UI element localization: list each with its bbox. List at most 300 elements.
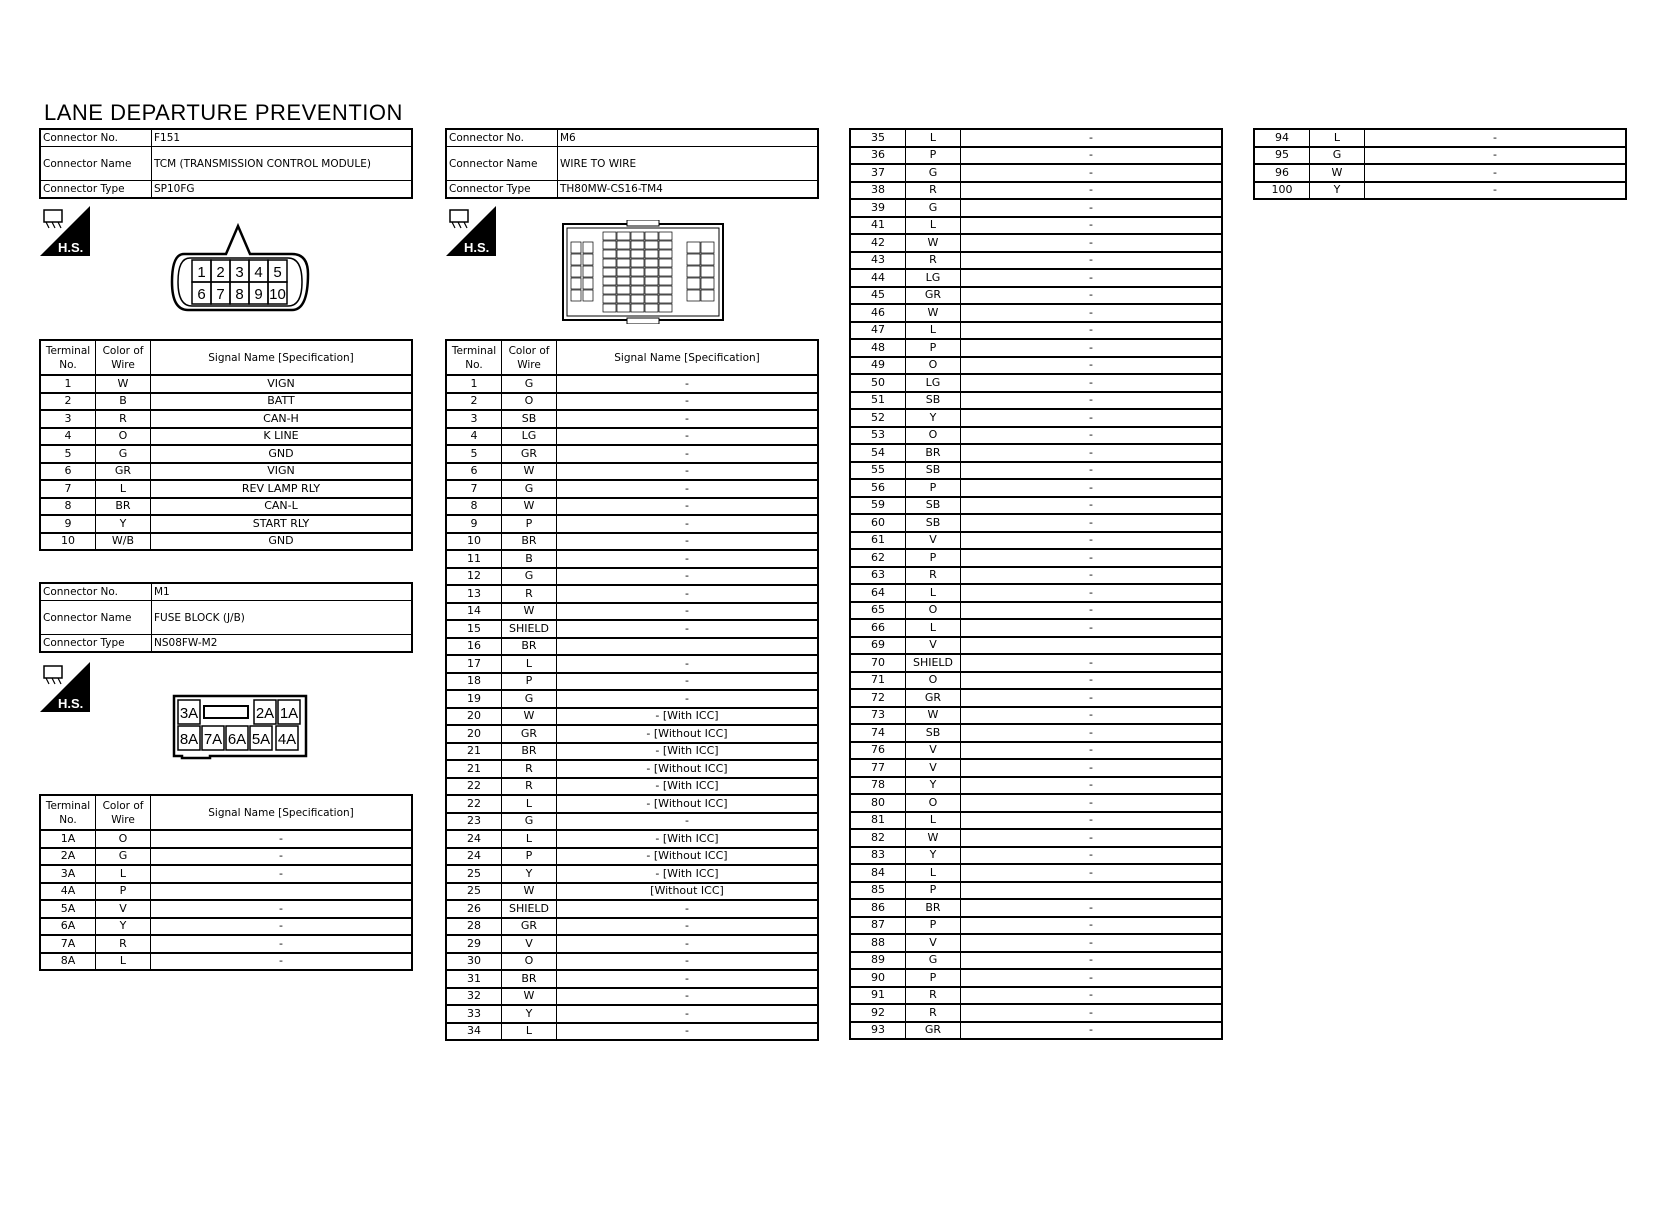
cell-color: P bbox=[502, 848, 557, 866]
table-row bbox=[40, 900, 412, 918]
cell-terminal: 34 bbox=[446, 1023, 502, 1041]
table-row bbox=[850, 672, 1222, 690]
table-row bbox=[446, 603, 818, 621]
svg-text:H.S.: H.S. bbox=[58, 240, 84, 255]
table-row bbox=[40, 953, 412, 971]
cell-signal: - bbox=[961, 724, 1223, 742]
table-row bbox=[446, 568, 818, 586]
pin-cell bbox=[659, 259, 672, 267]
cell-terminal: 10 bbox=[446, 533, 502, 551]
table-row bbox=[850, 847, 1222, 865]
cell-color: BR bbox=[96, 498, 151, 516]
cell-signal: - bbox=[961, 129, 1223, 147]
cell-color: W bbox=[502, 708, 557, 726]
cell-terminal: 59 bbox=[850, 497, 906, 515]
label-connector-type: Connector Type bbox=[446, 181, 558, 199]
cell-signal: - bbox=[961, 602, 1223, 620]
header-color: Color of Wire bbox=[502, 340, 557, 375]
pin-cell bbox=[701, 290, 714, 301]
cell-signal: - [Without ICC] bbox=[557, 725, 819, 743]
cell-color: W bbox=[502, 883, 557, 901]
table-row bbox=[850, 164, 1222, 182]
pin-label: 8 bbox=[235, 286, 244, 303]
cell-terminal: 45 bbox=[850, 287, 906, 305]
pin-cell bbox=[645, 250, 658, 258]
table-row bbox=[446, 970, 818, 988]
cell-color: G bbox=[96, 848, 151, 866]
cell-signal: - [With ICC] bbox=[557, 865, 819, 883]
cell-terminal: 61 bbox=[850, 532, 906, 550]
cell-terminal: 89 bbox=[850, 952, 906, 970]
cell-terminal: 80 bbox=[850, 794, 906, 812]
pin-cell bbox=[571, 290, 581, 301]
table-row bbox=[446, 515, 818, 533]
cell-signal: - bbox=[961, 427, 1223, 445]
cell-color: GR bbox=[502, 445, 557, 463]
cell-color: W bbox=[502, 603, 557, 621]
cell-terminal: 21 bbox=[446, 743, 502, 761]
pin-label: 6A bbox=[227, 731, 247, 748]
cell-terminal: 65 bbox=[850, 602, 906, 620]
table-row bbox=[850, 987, 1222, 1005]
table-row bbox=[446, 848, 818, 866]
table-row bbox=[850, 707, 1222, 725]
cell-signal: - bbox=[151, 830, 413, 848]
cell-terminal: 16 bbox=[446, 638, 502, 656]
pin-cell bbox=[687, 278, 700, 289]
table-row bbox=[850, 742, 1222, 760]
cell-color: L bbox=[906, 812, 961, 830]
cell-terminal: 24 bbox=[446, 830, 502, 848]
pin-cell bbox=[645, 277, 658, 285]
cell-terminal: 6 bbox=[446, 463, 502, 481]
pin-label: 2A bbox=[255, 705, 275, 722]
table-row bbox=[1254, 147, 1626, 165]
cell-color: W bbox=[906, 234, 961, 252]
cell-terminal: 81 bbox=[850, 812, 906, 830]
connector-no: F151 bbox=[152, 129, 413, 147]
cell-signal: - bbox=[961, 409, 1223, 427]
cell-color: O bbox=[906, 357, 961, 375]
cell-color: W bbox=[502, 498, 557, 516]
cell-color: V bbox=[906, 742, 961, 760]
cell-terminal: 60 bbox=[850, 514, 906, 532]
pin-cell bbox=[603, 259, 616, 267]
table-row bbox=[446, 620, 818, 638]
cell-terminal: 32 bbox=[446, 988, 502, 1006]
cell-terminal: 14 bbox=[446, 603, 502, 621]
pin-cell bbox=[571, 254, 581, 265]
table-row bbox=[40, 428, 412, 446]
cell-terminal: 20 bbox=[446, 725, 502, 743]
cell-signal: - bbox=[1365, 164, 1627, 182]
cell-terminal: 3 bbox=[446, 410, 502, 428]
cell-color: P bbox=[502, 673, 557, 691]
cell-color: L bbox=[502, 1023, 557, 1041]
cell-color: L bbox=[96, 865, 151, 883]
table-row bbox=[446, 498, 818, 516]
table-row bbox=[850, 497, 1222, 515]
table-row bbox=[446, 725, 818, 743]
cell-signal: - [With ICC] bbox=[557, 708, 819, 726]
pin-cell bbox=[603, 277, 616, 285]
hs-icon bbox=[40, 206, 90, 256]
cell-signal: - bbox=[557, 550, 819, 568]
table-row bbox=[446, 795, 818, 813]
cell-color: L bbox=[906, 129, 961, 147]
table-row bbox=[446, 935, 818, 953]
cell-signal: - bbox=[557, 690, 819, 708]
pin-cell bbox=[645, 268, 658, 276]
table-row bbox=[850, 777, 1222, 795]
connector-name: TCM (TRANSMISSION CONTROL MODULE) bbox=[152, 147, 413, 181]
cell-color: BR bbox=[502, 970, 557, 988]
pin-table-m6-c bbox=[1253, 128, 1627, 200]
cell-signal: - bbox=[961, 952, 1223, 970]
cell-color: O bbox=[906, 794, 961, 812]
cell-signal: - bbox=[961, 654, 1223, 672]
cell-color: P bbox=[906, 969, 961, 987]
label-connector-no: Connector No. bbox=[40, 583, 152, 601]
table-row bbox=[850, 899, 1222, 917]
pin-cell bbox=[631, 268, 644, 276]
cell-color: V bbox=[906, 532, 961, 550]
cell-signal: - bbox=[151, 848, 413, 866]
cell-color: G bbox=[502, 568, 557, 586]
cell-color: GR bbox=[96, 463, 151, 481]
cell-color: L bbox=[906, 217, 961, 235]
table-row bbox=[446, 760, 818, 778]
cell-color: L bbox=[906, 864, 961, 882]
cell-terminal: 31 bbox=[446, 970, 502, 988]
cell-color: L bbox=[502, 795, 557, 813]
cell-terminal: 8 bbox=[446, 498, 502, 516]
cell-signal: - bbox=[961, 252, 1223, 270]
cell-color: L bbox=[96, 480, 151, 498]
cell-signal: - bbox=[557, 393, 819, 411]
cell-signal: - bbox=[961, 689, 1223, 707]
table-row bbox=[850, 427, 1222, 445]
cell-color: P bbox=[906, 917, 961, 935]
pin-cell bbox=[603, 304, 616, 312]
cell-color: SHIELD bbox=[502, 900, 557, 918]
table-row bbox=[850, 339, 1222, 357]
cell-signal: - bbox=[557, 410, 819, 428]
table-row bbox=[446, 410, 818, 428]
cell-terminal: 71 bbox=[850, 672, 906, 690]
cell-color: L bbox=[906, 619, 961, 637]
cell-terminal: 37 bbox=[850, 164, 906, 182]
cell-signal: GND bbox=[151, 445, 413, 463]
table-row bbox=[850, 549, 1222, 567]
table-row bbox=[850, 969, 1222, 987]
table-row bbox=[446, 778, 818, 796]
pin-cell bbox=[659, 304, 672, 312]
table-row bbox=[40, 410, 412, 428]
cell-terminal: 8 bbox=[40, 498, 96, 516]
cell-signal: - [With ICC] bbox=[557, 830, 819, 848]
pin-cell bbox=[645, 241, 658, 249]
cell-terminal: 13 bbox=[446, 585, 502, 603]
table-row bbox=[850, 794, 1222, 812]
cell-signal: - bbox=[151, 935, 413, 953]
cell-terminal: 9 bbox=[40, 515, 96, 533]
table-row bbox=[850, 217, 1222, 235]
cell-signal: GND bbox=[151, 533, 413, 551]
cell-terminal: 24 bbox=[446, 848, 502, 866]
pin-cell bbox=[701, 278, 714, 289]
pin-cell bbox=[617, 295, 630, 303]
cell-terminal: 2A bbox=[40, 848, 96, 866]
table-row bbox=[850, 637, 1222, 655]
table-row bbox=[446, 953, 818, 971]
table-row bbox=[850, 444, 1222, 462]
table-row bbox=[850, 1022, 1222, 1040]
cell-color: BR bbox=[502, 533, 557, 551]
cell-color: SB bbox=[906, 462, 961, 480]
pin-cell bbox=[571, 266, 581, 277]
pin-label: 10 bbox=[269, 286, 286, 303]
pin-cell bbox=[645, 304, 658, 312]
connector-diagram-m6 bbox=[561, 220, 725, 324]
connector-no: M1 bbox=[152, 583, 413, 601]
cell-signal: K LINE bbox=[151, 428, 413, 446]
cell-signal: - bbox=[557, 480, 819, 498]
cell-signal: - bbox=[961, 864, 1223, 882]
cell-terminal: 83 bbox=[850, 847, 906, 865]
pin-label: 4 bbox=[254, 264, 263, 281]
pin-table-f151 bbox=[39, 339, 413, 551]
pin-label: 3 bbox=[235, 264, 244, 281]
lock-tab bbox=[204, 706, 248, 718]
header-color: Color of Wire bbox=[96, 795, 151, 830]
pin-cell bbox=[631, 250, 644, 258]
cell-color: L bbox=[906, 584, 961, 602]
cell-terminal: 87 bbox=[850, 917, 906, 935]
cell-terminal: 43 bbox=[850, 252, 906, 270]
cell-terminal: 100 bbox=[1254, 182, 1310, 200]
cell-signal: - bbox=[151, 918, 413, 936]
cell-terminal: 73 bbox=[850, 707, 906, 725]
cell-signal: - bbox=[961, 1004, 1223, 1022]
table-row bbox=[850, 864, 1222, 882]
table-row bbox=[40, 515, 412, 533]
pin-cell bbox=[687, 254, 700, 265]
cell-color: O bbox=[906, 672, 961, 690]
pin-cell bbox=[701, 242, 714, 253]
cell-signal: - bbox=[557, 1005, 819, 1023]
cell-terminal: 1 bbox=[40, 375, 96, 393]
cell-color: LG bbox=[906, 374, 961, 392]
cell-terminal: 19 bbox=[446, 690, 502, 708]
cell-signal bbox=[961, 637, 1223, 655]
cell-terminal: 1A bbox=[40, 830, 96, 848]
cell-color: V bbox=[502, 935, 557, 953]
table-row bbox=[850, 479, 1222, 497]
cell-color: W/B bbox=[96, 533, 151, 551]
table-row bbox=[850, 269, 1222, 287]
table-row bbox=[850, 829, 1222, 847]
cell-terminal: 4 bbox=[40, 428, 96, 446]
cell-color: G bbox=[502, 813, 557, 831]
cell-signal: - bbox=[557, 620, 819, 638]
cell-signal: CAN-L bbox=[151, 498, 413, 516]
cell-terminal: 46 bbox=[850, 304, 906, 322]
table-row bbox=[446, 883, 818, 901]
cell-terminal: 35 bbox=[850, 129, 906, 147]
cell-color: P bbox=[906, 339, 961, 357]
label-connector-type: Connector Type bbox=[40, 635, 152, 653]
cell-signal: - [Without ICC] bbox=[557, 795, 819, 813]
cell-terminal: 23 bbox=[446, 813, 502, 831]
cell-terminal: 85 bbox=[850, 882, 906, 900]
pin-label: 1A bbox=[279, 705, 299, 722]
cell-terminal: 88 bbox=[850, 934, 906, 952]
cell-color: W bbox=[96, 375, 151, 393]
cell-terminal: 7 bbox=[446, 480, 502, 498]
table-row bbox=[446, 988, 818, 1006]
table-row bbox=[850, 322, 1222, 340]
table-row bbox=[850, 917, 1222, 935]
table-row bbox=[40, 848, 412, 866]
cell-color: W bbox=[502, 463, 557, 481]
pin-cell bbox=[701, 254, 714, 265]
header-terminal: Terminal No. bbox=[40, 340, 96, 375]
cell-color: GR bbox=[906, 1022, 961, 1040]
cell-terminal: 6A bbox=[40, 918, 96, 936]
table-row bbox=[40, 865, 412, 883]
table-row bbox=[850, 304, 1222, 322]
cell-color: SHIELD bbox=[906, 654, 961, 672]
cell-color: O bbox=[96, 830, 151, 848]
cell-terminal: 49 bbox=[850, 357, 906, 375]
table-row bbox=[446, 533, 818, 551]
cell-color: BR bbox=[906, 899, 961, 917]
cell-signal: - bbox=[557, 953, 819, 971]
cell-terminal: 28 bbox=[446, 918, 502, 936]
cell-terminal: 39 bbox=[850, 199, 906, 217]
pin-cell bbox=[687, 290, 700, 301]
cell-color: Y bbox=[906, 847, 961, 865]
connector-no: M6 bbox=[558, 129, 819, 147]
cell-terminal: 72 bbox=[850, 689, 906, 707]
cell-color: V bbox=[96, 900, 151, 918]
table-row bbox=[850, 619, 1222, 637]
cell-terminal: 96 bbox=[1254, 164, 1310, 182]
cell-color: G bbox=[906, 164, 961, 182]
table-row bbox=[446, 428, 818, 446]
table-row bbox=[850, 129, 1222, 147]
label-connector-name: Connector Name bbox=[446, 147, 558, 181]
cell-signal: - bbox=[961, 1022, 1223, 1040]
cell-color: G bbox=[906, 199, 961, 217]
cell-color: G bbox=[906, 952, 961, 970]
cell-color: SB bbox=[906, 392, 961, 410]
table-row bbox=[40, 463, 412, 481]
cell-color: R bbox=[906, 1004, 961, 1022]
cell-signal: - bbox=[557, 673, 819, 691]
cell-signal: - bbox=[961, 619, 1223, 637]
pin-cell bbox=[659, 241, 672, 249]
cell-color: SB bbox=[906, 514, 961, 532]
cell-signal: - bbox=[961, 987, 1223, 1005]
cell-terminal: 41 bbox=[850, 217, 906, 235]
cell-color: P bbox=[96, 883, 151, 901]
cell-color: BR bbox=[502, 638, 557, 656]
cell-signal: VIGN bbox=[151, 463, 413, 481]
cell-color: Y bbox=[96, 515, 151, 533]
table-row bbox=[850, 514, 1222, 532]
cell-terminal: 69 bbox=[850, 637, 906, 655]
table-row bbox=[850, 182, 1222, 200]
table-row bbox=[446, 375, 818, 393]
cell-terminal: 9 bbox=[446, 515, 502, 533]
cell-terminal: 3 bbox=[40, 410, 96, 428]
cell-signal: BATT bbox=[151, 393, 413, 411]
pin-cell bbox=[659, 295, 672, 303]
pin-cell bbox=[631, 286, 644, 294]
cell-terminal: 64 bbox=[850, 584, 906, 602]
cell-terminal: 44 bbox=[850, 269, 906, 287]
cell-color: P bbox=[906, 147, 961, 165]
pin-label: 3A bbox=[179, 705, 199, 722]
table-row bbox=[40, 830, 412, 848]
cell-terminal: 92 bbox=[850, 1004, 906, 1022]
table-row bbox=[1254, 129, 1626, 147]
cell-signal: - bbox=[557, 1023, 819, 1041]
cell-color: SHIELD bbox=[502, 620, 557, 638]
table-row bbox=[850, 759, 1222, 777]
label-connector-no: Connector No. bbox=[40, 129, 152, 147]
cell-signal: - bbox=[557, 498, 819, 516]
cell-terminal: 2 bbox=[446, 393, 502, 411]
cell-signal: - bbox=[961, 742, 1223, 760]
cell-signal: CAN-H bbox=[151, 410, 413, 428]
table-row bbox=[1254, 182, 1626, 200]
label-connector-name: Connector Name bbox=[40, 147, 152, 181]
pin-cell bbox=[645, 286, 658, 294]
pin-label: 8A bbox=[179, 731, 199, 748]
cell-terminal: 30 bbox=[446, 953, 502, 971]
cell-color: R bbox=[906, 182, 961, 200]
cell-terminal: 5 bbox=[446, 445, 502, 463]
table-row bbox=[1254, 164, 1626, 182]
cell-signal: - bbox=[557, 445, 819, 463]
cell-signal: - bbox=[557, 900, 819, 918]
cell-signal bbox=[961, 882, 1223, 900]
cell-signal: - bbox=[1365, 182, 1627, 200]
table-row bbox=[446, 1023, 818, 1041]
cell-color: W bbox=[906, 707, 961, 725]
table-row bbox=[40, 480, 412, 498]
cell-color: R bbox=[96, 935, 151, 953]
cell-color: B bbox=[502, 550, 557, 568]
cell-signal: - bbox=[961, 549, 1223, 567]
cell-signal: - bbox=[557, 568, 819, 586]
cell-signal bbox=[151, 883, 413, 901]
pin-cell bbox=[687, 242, 700, 253]
cell-terminal: 54 bbox=[850, 444, 906, 462]
table-row bbox=[446, 743, 818, 761]
connector-info-m1 bbox=[39, 582, 413, 653]
cell-color: R bbox=[906, 987, 961, 1005]
table-row bbox=[446, 813, 818, 831]
cell-signal: - bbox=[961, 479, 1223, 497]
pin-label: 5 bbox=[273, 264, 282, 281]
cell-color: O bbox=[906, 427, 961, 445]
cell-signal: - bbox=[961, 514, 1223, 532]
cell-color: O bbox=[502, 393, 557, 411]
